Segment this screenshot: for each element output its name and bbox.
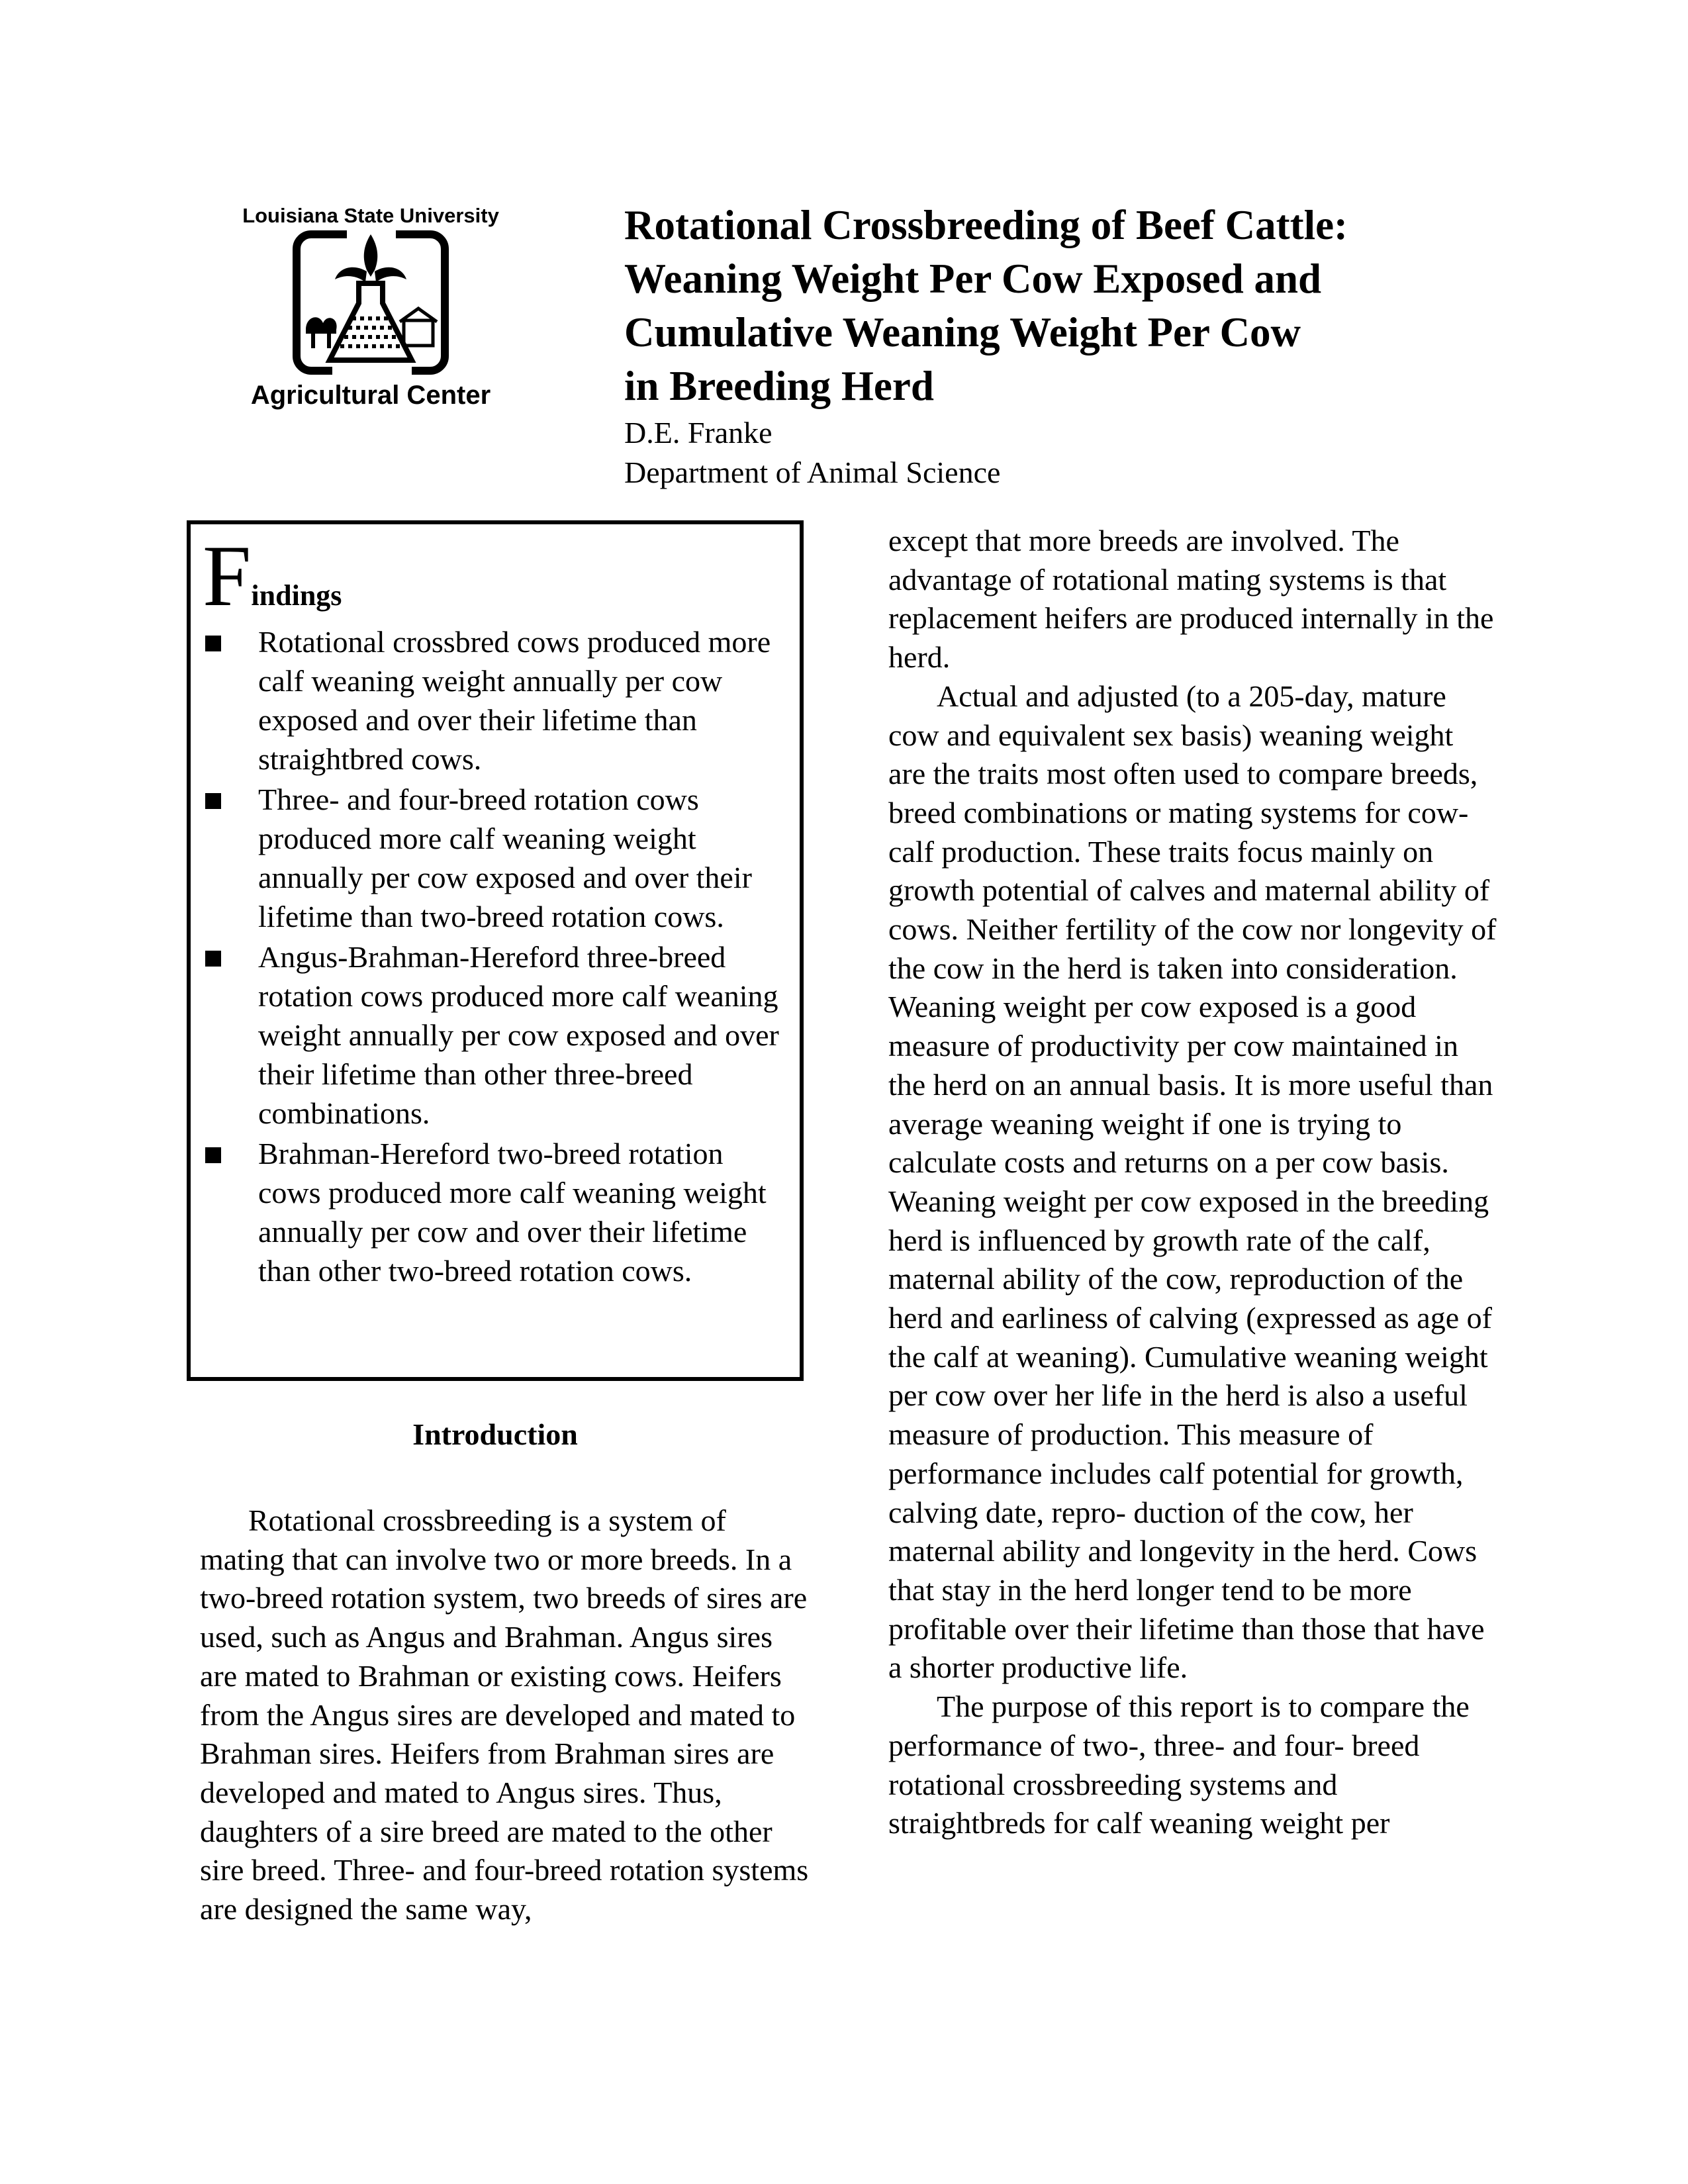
title-line-4: in Breeding Herd (624, 363, 934, 409)
finding-item (203, 1134, 785, 1290)
right-column-body (888, 522, 1497, 1843)
intro-paragraph: The purpose of this report is to compare the performance of two-, three- and four- breed rotational crossbreeding systems and straightbreds for calf weaning weight per (888, 1689, 1470, 1840)
document-title-block (624, 199, 1551, 493)
left-column-body (200, 1501, 809, 1929)
title-line-1: Rotational Crossbreeding of Beef Cattle: (624, 202, 1348, 248)
logo-top-text: Louisiana State University (242, 204, 499, 227)
title-line-2: Weaning Weight Per Cow Exposed and (624, 256, 1322, 302)
findings-heading-rest: indings (251, 579, 342, 612)
square-bullet-icon (205, 793, 221, 809)
department: Department of Animal Science (624, 455, 1001, 489)
findings-heading (203, 527, 342, 624)
findings-list (203, 622, 785, 1292)
author: D.E. Franke (624, 416, 773, 450)
finding-text: Brahman-Hereford two-breed rotation cows produced more calf weaning weight annually per cow and over their lifetime than other two-breed rotation cows. (258, 1137, 767, 1288)
findings-box (187, 520, 804, 1381)
square-bullet-icon (205, 951, 221, 967)
finding-item (203, 937, 785, 1133)
title-line-3: Cumulative Weaning Weight Per Cow (624, 309, 1301, 356)
agcenter-emblem-icon (293, 230, 449, 375)
intro-paragraph: Actual and adjusted (to a 205-day, mature cow and equivalent sex basis) weaning weight are the traits most often used to compare breeds, breed combinations or mating systems for cow-calf production. These traits focus mainly on growth potential of calves and maternal ability of cows. Neither fertility of the cow nor longevity of the cow in the herd is taken into consideration. Weaning weight per cow exposed is a good measure of productivity per cow maintained in the herd on an annual basis. It is more useful than average weaning weight if one is trying to calculate costs and returns on a per cow basis. Weaning weight per cow exposed in the breeding herd is influenced by growth rate of the calf, maternal ability of the cow, reproduction of the herd and earliness of calving (expressed as age of the calf at weaning). Cumulative weaning weight per cow over her life in the herd is also a useful measure of production. This measure of performance includes calf potential for growth, calving date, repro- duction of the cow, her maternal ability and longevity in the herd. Cows that stay in the herd longer tend to be more profitable over their lifetime than those that have a shorter productive life. (888, 679, 1497, 1685)
lsu-agcenter-logo (228, 199, 513, 417)
square-bullet-icon (205, 1147, 221, 1163)
finding-text: Rotational crossbred cows produced more calf weaning weight annually per cow exposed and over their lifetime than straightbred cows. (258, 625, 771, 776)
finding-text: Angus-Brahman-Hereford three-breed rotation cows produced more calf weaning weight annually per cow exposed and over their lifetime than other three-breed combinations. (258, 940, 779, 1130)
finding-item (203, 780, 785, 936)
square-bullet-icon (205, 636, 221, 651)
findings-drop-letter: F (203, 527, 252, 624)
finding-item (203, 622, 785, 779)
finding-text: Three- and four-breed rotation cows produced more calf weaning weight annually per cow exposed and over their lifetime than two-breed rotation cows. (258, 783, 752, 933)
intro-paragraph: Rotational crossbreeding is a system of mating that can involve two or more breeds. In a two-breed rotation system, two breeds of sires are used, such as Angus and Brahman. Angus sires are mated to Brahman or existing cows. Heifers from the Angus sires are developed and mated to Brahman sires. Heifers from Brahman sires are developed and mated to Angus sires. Thus, daughters of a sire breed are mated to the other sire breed. Three- and four-breed rotation systems are designed the same way, (200, 1503, 809, 1926)
introduction-heading: Introduction (412, 1417, 578, 1451)
intro-paragraph: except that more breeds are involved. The advantage of rotational mating systems is that replacement heifers are produced internally in the herd. (888, 524, 1494, 675)
logo-bottom-text: Agricultural Center (250, 381, 491, 410)
